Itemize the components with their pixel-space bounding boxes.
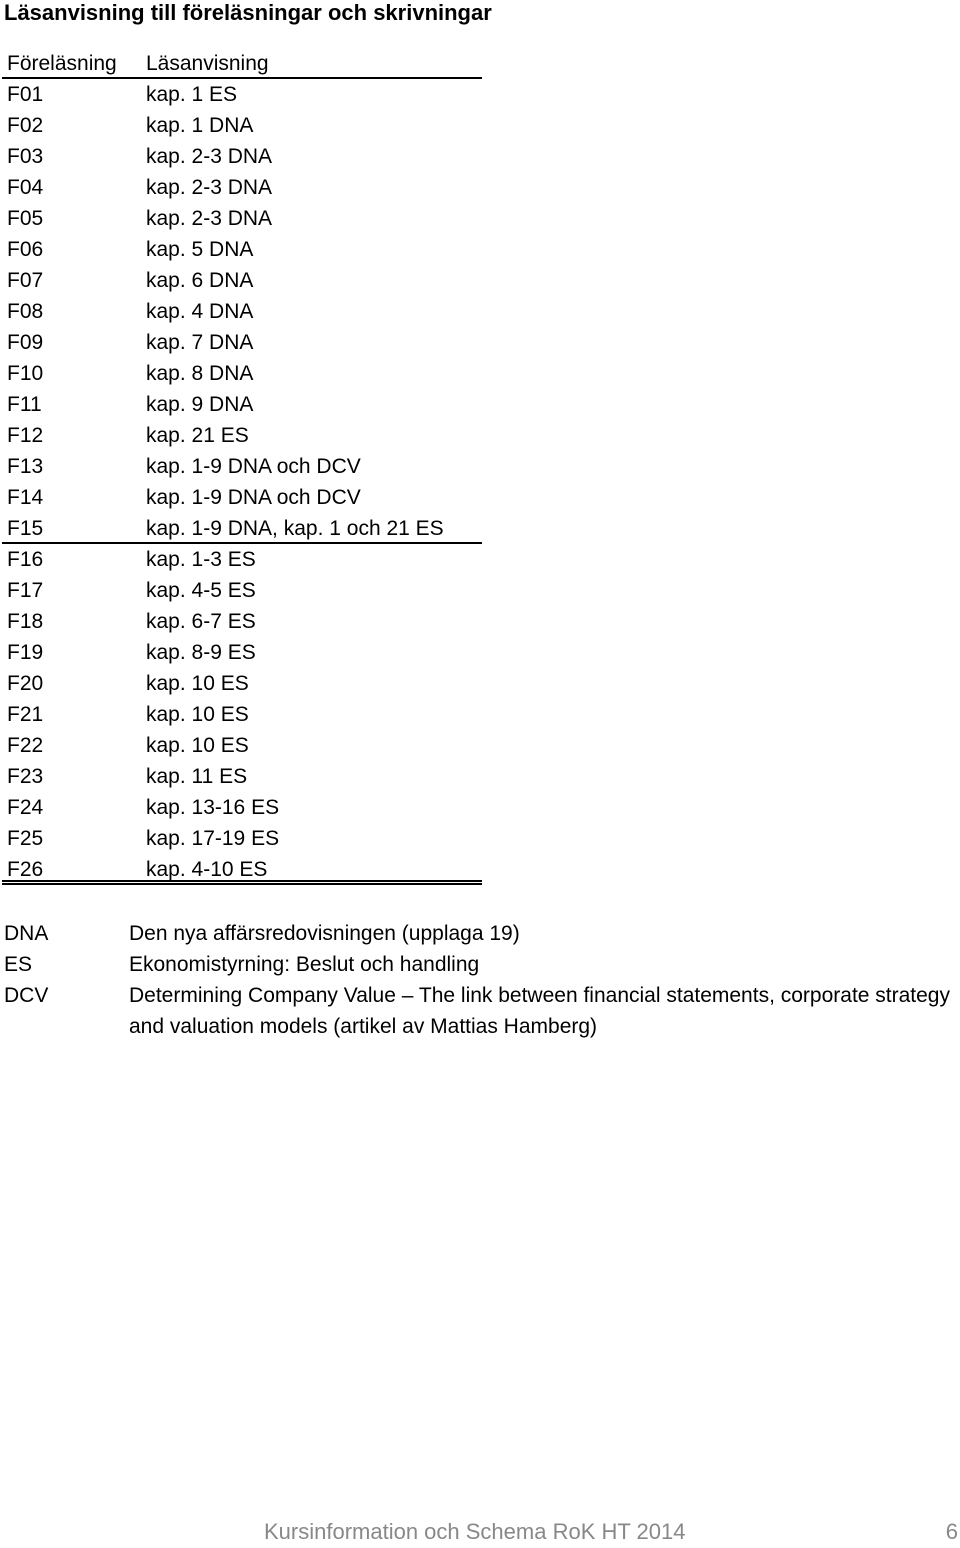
table-row <box>2 823 482 854</box>
reading-cell: kap. 1 ES <box>146 83 238 106</box>
reading-cell: kap. 2-3 DNA <box>146 145 273 168</box>
lecture-cell: F19 <box>7 641 44 664</box>
table-row <box>2 203 482 234</box>
reading-cell: kap. 1-9 DNA, kap. 1 och 21 ES <box>146 517 444 540</box>
table-row <box>2 637 482 668</box>
legend-description: Ekonomistyrning: Beslut och handling <box>129 953 480 976</box>
table-row <box>2 172 482 203</box>
lecture-cell: F25 <box>7 827 44 850</box>
table-row <box>2 575 482 606</box>
lecture-cell: F17 <box>7 579 44 602</box>
lecture-cell: F09 <box>7 331 44 354</box>
reading-cell: kap. 6-7 ES <box>146 610 256 633</box>
lecture-cell: F12 <box>7 424 44 447</box>
reading-cell: kap. 1 DNA <box>146 114 254 137</box>
reading-cell: kap. 10 ES <box>146 672 249 695</box>
table-row <box>2 234 482 265</box>
reading-cell: kap. 7 DNA <box>146 331 254 354</box>
reading-cell: kap. 8 DNA <box>146 362 254 385</box>
reading-cell: kap. 17-19 ES <box>146 827 280 850</box>
reading-cell: kap. 1-3 ES <box>146 548 256 571</box>
table-row <box>2 482 482 513</box>
legend-abbr: ES <box>4 953 33 976</box>
lecture-cell: F15 <box>7 517 44 540</box>
reading-cell: kap. 4-5 ES <box>146 579 256 602</box>
reading-cell: kap. 4 DNA <box>146 300 254 323</box>
reading-cell: kap. 13-16 ES <box>146 796 280 819</box>
lecture-cell: F11 <box>7 393 42 416</box>
header-reading: Läsanvisning <box>146 52 269 75</box>
table-header <box>2 48 482 79</box>
table-row <box>2 513 482 544</box>
reading-cell: kap. 2-3 DNA <box>146 207 273 230</box>
page-number: 6 <box>945 1519 958 1544</box>
lecture-cell: F18 <box>7 610 44 633</box>
lecture-cell: F21 <box>7 703 44 726</box>
lecture-cell: F24 <box>7 796 44 819</box>
reading-cell: kap. 21 ES <box>146 424 249 447</box>
table-row <box>2 296 482 327</box>
lecture-cell: F04 <box>7 176 44 199</box>
table-row <box>2 606 482 637</box>
legend-description: Den nya affärsredovisningen (upplaga 19) <box>129 922 520 945</box>
legend-item <box>4 980 956 1042</box>
table-row <box>2 761 482 792</box>
reading-cell: kap. 2-3 DNA <box>146 176 273 199</box>
lecture-cell: F08 <box>7 300 44 323</box>
table-row <box>2 420 482 451</box>
legend-abbr: DCV <box>4 984 49 1007</box>
lecture-cell: F06 <box>7 238 44 261</box>
lecture-cell: F20 <box>7 672 44 695</box>
lecture-cell: F07 <box>7 269 44 292</box>
lecture-cell: F03 <box>7 145 44 168</box>
reading-table <box>2 48 482 885</box>
legend-abbr: DNA <box>4 922 49 945</box>
table-row <box>2 265 482 296</box>
lecture-cell: F01 <box>7 83 44 106</box>
lecture-cell: F05 <box>7 207 44 230</box>
table-row <box>2 110 482 141</box>
lecture-cell: F10 <box>7 362 44 385</box>
table-row <box>2 730 482 761</box>
table-row <box>2 451 482 482</box>
reading-cell: kap. 9 DNA <box>146 393 254 416</box>
lecture-cell: F26 <box>7 858 44 881</box>
reading-cell: kap. 1-9 DNA och DCV <box>146 455 361 478</box>
lecture-cell: F13 <box>7 455 44 478</box>
table-row <box>2 389 482 420</box>
table-row <box>2 358 482 389</box>
table-row <box>2 668 482 699</box>
header-lecture: Föreläsning <box>7 52 117 75</box>
table-row <box>2 79 482 110</box>
reading-cell: kap. 10 ES <box>146 703 249 726</box>
lecture-cell: F22 <box>7 734 44 757</box>
page-title: Läsanvisning till föreläsningar och skrivningar <box>4 0 492 25</box>
table-row <box>2 854 482 885</box>
lecture-cell: F02 <box>7 114 44 137</box>
table-row <box>2 141 482 172</box>
footer-text: Kursinformation och Schema RoK HT 2014 <box>264 1519 686 1544</box>
legend-description: Determining Company Value – The link between financial statements, corporate strategy and valuation models (artikel av Mattias Hamberg) <box>129 984 950 1038</box>
reading-cell: kap. 11 ES <box>146 765 248 788</box>
legend-item <box>4 949 956 980</box>
reading-cell: kap. 8-9 ES <box>146 641 256 664</box>
page-footer <box>264 1516 960 1548</box>
table-row <box>2 544 482 575</box>
lecture-cell: F14 <box>7 486 44 509</box>
table-row <box>2 327 482 358</box>
table-row <box>2 792 482 823</box>
reading-cell: kap. 6 DNA <box>146 269 254 292</box>
legend-item <box>4 918 956 949</box>
reading-cell: kap. 4-10 ES <box>146 858 268 881</box>
reading-cell: kap. 10 ES <box>146 734 249 757</box>
lecture-cell: F23 <box>7 765 44 788</box>
lecture-cell: F16 <box>7 548 44 571</box>
reading-cell: kap. 1-9 DNA och DCV <box>146 486 361 509</box>
table-row <box>2 699 482 730</box>
abbreviation-legend <box>4 918 956 1042</box>
reading-cell: kap. 5 DNA <box>146 238 254 261</box>
